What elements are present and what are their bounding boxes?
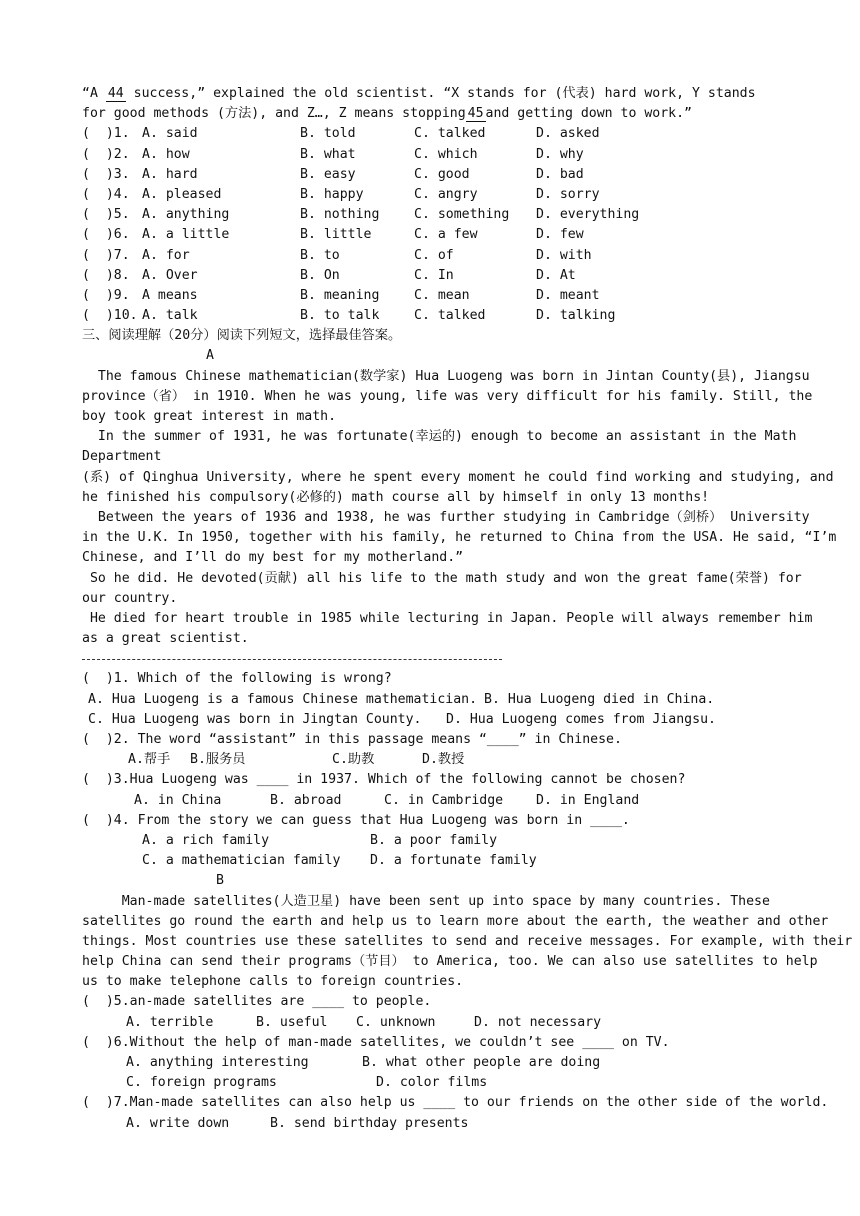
option-b: B. On [300,267,340,283]
option-b: B. send birthday presents [270,1115,469,1131]
passage-a-label [82,346,780,366]
option-a: A. anything interesting [126,1055,309,1070]
option-a: A. a rich family [142,832,270,848]
option-d: D. sorry [536,186,600,202]
question-2-options [82,750,780,770]
option-c: C. good [414,166,470,182]
passage-line: He died for heart trouble in 1985 while lecturing in Japan. People will always remember him [82,610,813,626]
cloze-line-1 [82,84,780,104]
passage-line: he finished his compulsory(必修的) math course all by himself in only 13 months! [82,489,710,505]
option-d: D. a fortunate family [370,853,537,869]
question-6-options-cd [82,1073,780,1093]
option-b: B. nothing [300,207,380,223]
option-b: B. useful [256,1014,328,1030]
question-number: ( )7. [82,247,130,263]
option-d: D.教授 [422,752,465,768]
question-3-options [82,791,780,811]
option-a: A means [142,287,198,303]
question-1: ( )1. Which of the following is wrong? [82,671,392,687]
question-5: ( )5.an-made satellites are ____ to people. [82,994,432,1010]
cloze-question-row [82,145,780,165]
option-d: D. with [536,247,592,263]
option-b: B. to talk [300,308,380,324]
option-a: A. talk [142,308,198,324]
option-c: C. foreign programs [126,1075,277,1091]
passage-line: The famous Chinese mathematician(数学家) Hua Luogeng was born in Jintan County(县), Jiangsu [82,368,810,384]
option-d: D. color films [376,1075,488,1091]
cloze-question-row [82,306,780,326]
option-a: A. in China [134,792,222,808]
section-heading: 三、阅读理解（20分）阅读下列短文，选择最佳答案。 [82,328,402,344]
option-c: C. in Cambridge [384,792,504,808]
question-number: ( )1. [82,126,130,142]
cloze-question-row [82,286,780,306]
option-d: D. At [536,267,576,283]
passage-line: satellites go round the earth and help us to learn more about the earth, the weather and other [82,913,829,929]
option-a: A. write down [126,1115,230,1131]
cloze-question-row [82,205,780,225]
question-4-options-ab [82,831,780,851]
question-4-options-cd [82,851,780,871]
option-a: A. hard [142,166,198,182]
option-b: B. what other people are doing [362,1055,601,1070]
option-b: B. what [300,146,356,162]
option-c: C. mean [414,287,470,303]
option-d: D. asked [536,126,600,142]
option-c: C. talked [414,126,486,142]
option-b: B. to [300,247,340,263]
option-d: D. Hua Luogeng comes from Jiangsu. [446,711,716,727]
text: for good methods (方法), and Z…, Z means stopping [82,106,466,122]
question-6: ( )6.Without the help of man-made satellites, we couldn’t see ____ on TV. [82,1034,670,1050]
option-c: C. something [414,207,510,223]
text: and getting down to work.” [485,106,692,122]
question-3: ( )3.Hua Luogeng was ____ in 1937. Which of the following cannot be chosen? [82,772,686,788]
passage-line: boy took great interest in math. [82,409,337,424]
question-7: ( )7.Man-made satellites can also help us ____ to our friends on the other side of the world. [82,1095,829,1111]
cloze-question-row [82,246,780,266]
blank-45: 45 [467,106,484,122]
option-a: A. said [142,126,198,142]
option-b: B. little [300,227,372,243]
option-c: C. a few [414,227,478,243]
divider [82,649,780,669]
option-c: C. angry [414,186,478,202]
cloze-question-row [82,124,780,144]
option-b: B. a poor family [370,832,498,848]
passage-line: us to make telephone calls to foreign countries. [82,974,464,990]
exam-page [82,84,853,1134]
option-a: A. Over [142,267,198,283]
passage-line: province（省） in 1910. When he was young, life was very difficult for his family. Still, the [82,388,813,404]
passage-line: in the U.K. In 1950, together with his family, he returned to China from the USA. He said, “I’m [82,530,837,546]
label: B [216,873,224,889]
text: success,” explained the old scientist. “X stands for (代表) hard work, Y stands [133,86,756,101]
cloze-line-2 [82,104,780,124]
option-b: B. told [300,126,356,142]
passage-line: So he did. He devoted(贡献) all his life to the math study and won the great fame(荣誉) for [82,570,802,586]
blank-44: 44 [107,86,124,101]
option-b: B. easy [300,166,356,182]
option-c: C. unknown [356,1014,436,1030]
passage-line: Department [82,449,162,465]
question-1-options-cd [82,710,780,730]
question-4: ( )4. From the story we can guess that Hua Luogeng was born in ____. [82,812,630,828]
option-c: C.助教 [332,752,375,768]
question-number: ( )10. [82,308,138,324]
option-c: C. which [414,146,478,162]
passage-line: (系) of Qinghua University, where he spent every moment he could find working and studying, and [82,469,834,485]
passage-line: Between the years of 1936 and 1938, he was further studying in Cambridge（剑桥） University [82,509,810,525]
option-d: D. in England [536,792,640,808]
option-d: D. meant [536,287,600,303]
option-b: B. abroad [270,792,342,808]
option-a: A. how [142,146,190,162]
question-7-options [82,1114,780,1134]
question-1-options-ab [82,690,780,710]
passage-line: In the summer of 1931, he was fortunate(幸运的) enough to become an assistant in the Math [82,429,797,445]
question-number: ( )5. [82,207,130,223]
question-6-options-ab [82,1053,780,1073]
question-2: ( )2. The word “assistant” in this passage means “____” in Chinese. [82,732,622,747]
option-c: C. of [414,247,454,263]
option-a: A. a little [142,227,230,243]
cloze-question-row [82,165,780,185]
option-a: A.帮手 [128,752,171,768]
passage-line: as a great scientist. [82,631,249,647]
text: “A [82,86,106,101]
option-a: A. pleased [142,186,222,202]
passage-line: Man-made satellites(人造卫星) have been sent up into space by many countries. These [82,893,770,909]
passage-b [82,892,853,993]
question-5-options [82,1013,780,1033]
question-number: ( )4. [82,186,130,202]
question-number: ( )9. [82,287,130,303]
passage-line: things. Most countries use these satellites to send and receive messages. For example, with their [82,933,853,949]
passage-b-label [82,871,780,891]
option-a: A. for [142,247,190,263]
option-d: D. why [536,146,584,162]
option-c: C. a mathematician family [142,853,341,869]
cloze-question-row [82,185,780,205]
option-a: A. Hua Luogeng is a famous Chinese mathematician. [88,691,478,707]
cloze-question-row [82,266,780,286]
option-b: B. meaning [300,287,380,303]
question-number: ( )6. [82,227,130,243]
option-d: D. not necessary [474,1014,602,1030]
option-d: D. bad [536,166,584,182]
passage-line: our country. [82,590,178,606]
option-b: B. Hua Luogeng died in China. [484,691,715,707]
passage-line: help China can send their programs（节目） to America, too. We can also use satellites to help [82,954,818,970]
option-c: C. In [414,267,454,283]
option-a: A. terrible [126,1014,214,1030]
question-number: ( )2. [82,146,130,162]
option-d: D. everything [536,207,640,223]
cloze-question-row [82,225,780,245]
passage-line: Chinese, and I’ll do my best for my motherland.” [82,550,464,566]
passage-a [82,367,837,650]
option-d: D. talking [536,308,616,324]
option-d: D. few [536,227,584,243]
cloze-options-list [82,124,780,326]
question-number: ( )8. [82,267,130,283]
option-c: C. Hua Luogeng was born in Jingtan County. [88,711,422,727]
option-b: B. happy [300,186,364,202]
option-a: A. anything [142,207,230,223]
label: A [206,348,214,364]
option-c: C. talked [414,308,486,324]
question-number: ( )3. [82,166,130,182]
option-b: B.服务员 [190,752,246,768]
